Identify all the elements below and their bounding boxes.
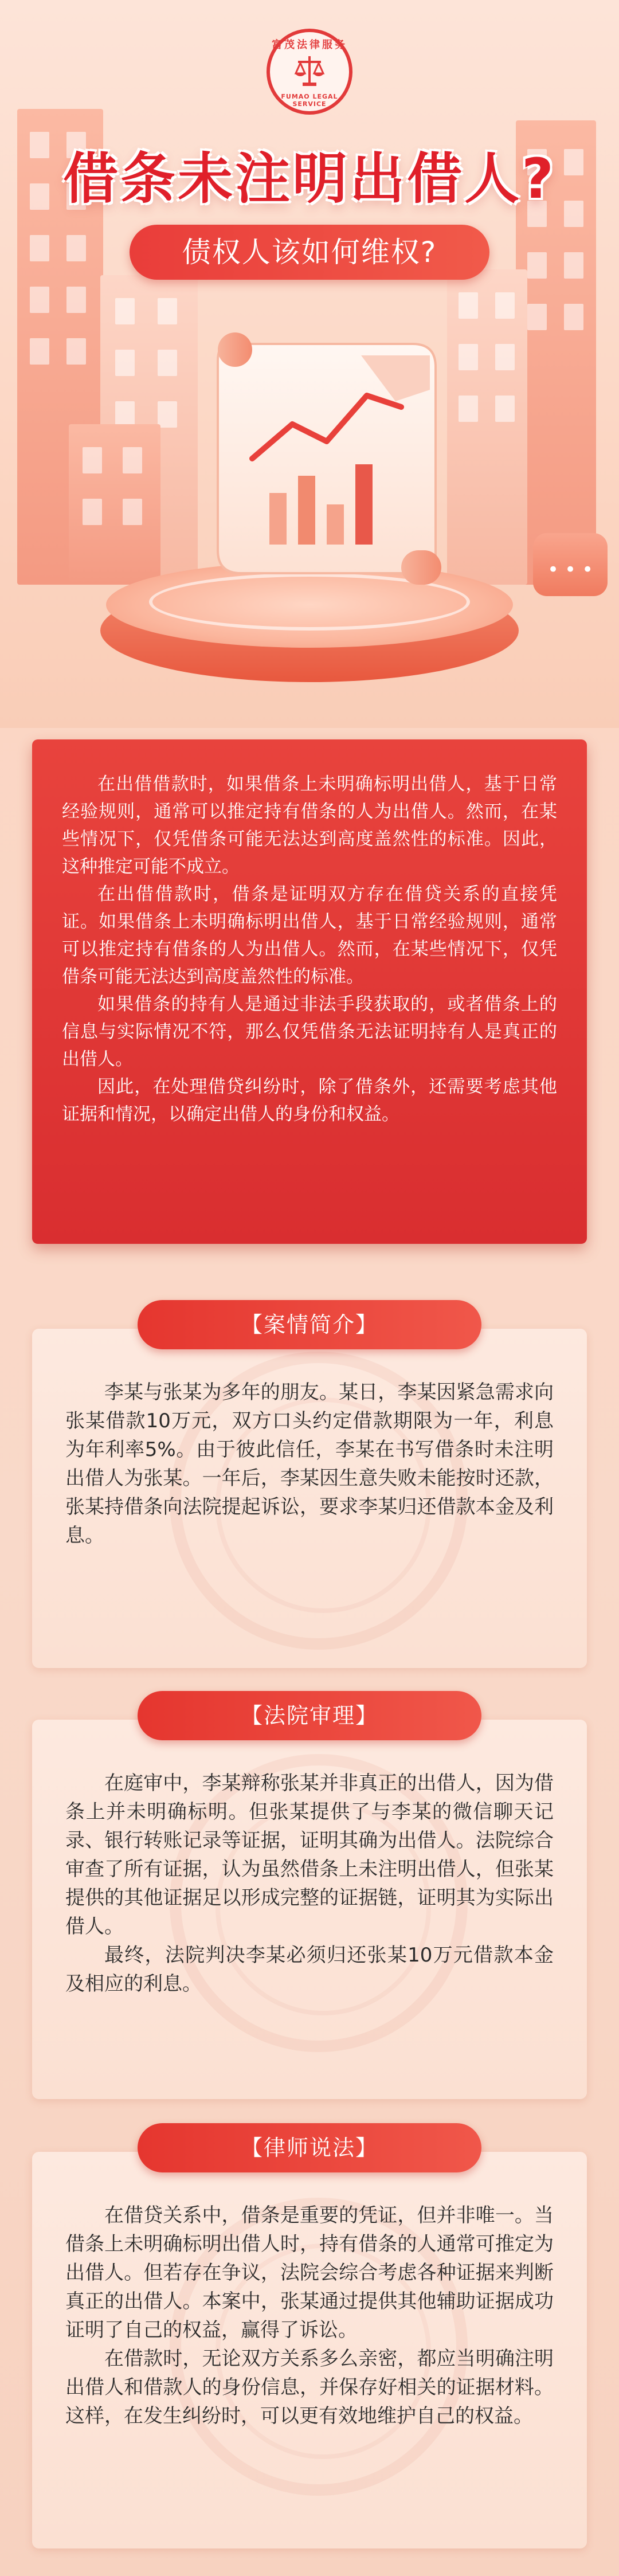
intro-card	[32, 739, 587, 1244]
case-section	[32, 1329, 587, 1668]
building-illustration	[447, 269, 527, 585]
trial-paragraph: 在庭审中，李某辩称张某并非真正的出借人，因为借条上并未明确标明。但张某提供了与李某的微信聊天记录、银行转账记录等证据，证明其确为出借人。法院综合审查了所有证据，认为虽然借条上未注明出借人，但张某提供的其他证据足以形成完整的证据链，证明其为实际出借人。	[65, 1772, 554, 1938]
case-paragraph: 李某与张某为多年的朋友。某日，李某因紧急需求向张某借款10万元，双方口头约定借款期限为一年，利息为年利率5%。由于彼此信任，李某在书写借条时未注明出借人为张某。一年后，李某因生意失败未能按时还款，张某持借条向法院提起诉讼，要求李某归还借款本金及利息。	[65, 1381, 554, 1547]
case-section-title: 【案情简介】	[240, 1312, 378, 1337]
intro-paragraph: 在出借借款时，如果借条上未明确标明出借人，基于日常经验规则，通常可以推定持有借条的人为出借人。然而，在某些情况下，仅凭借条可能无法达到高度盖然性的标准。因此，这种推定可能不成立。	[62, 774, 557, 877]
trial-paragraph: 最终，法院判决李某必须归还张某10万元借款本金及相应的利息。	[65, 1944, 554, 1995]
intro-paragraph: 因此，在处理借贷纠纷时，除了借条外，还需要考虑其他证据和情况，以确定出借人的身份和权益。	[62, 1076, 557, 1125]
lawyer-section-title: 【律师说法】	[240, 2135, 378, 2160]
intro-paragraph: 在出借借款时，借条是证明双方存在借贷关系的直接凭证。如果借条上未明确标明出借人，基于日常经验规则，通常可以推定持有借条的人为出借人。然而，在某些情况下，仅凭借条可能无法达到高度盖然性的标准。	[62, 884, 557, 987]
lawyer-section-header	[138, 2123, 481, 2172]
document-scroll-icon	[206, 321, 447, 596]
chat-bubble-icon: •••	[533, 533, 608, 596]
intro-paragraph: 如果借条的持有人是通过非法手段获取的，或者借条上的信息与实际情况不符，那么仅凭借条无法证明持有人是真正的出借人。	[62, 994, 557, 1070]
subtitle-pill	[130, 225, 489, 280]
brand-logo	[267, 29, 352, 115]
page-subtitle: 债权人该如何维权?	[182, 236, 437, 269]
case-body	[65, 1378, 554, 1550]
lawyer-paragraph: 在借贷关系中，借条是重要的凭证，但并非唯一。当借条上未明确标明出借人时，持有借条的人通常可推定为出借人。但若存在争议，法院会综合考虑各种证据来判断真正的出借人。本案中，张某通过提供其他辅助证据成功证明了自己的权益，赢得了诉讼。	[65, 2204, 554, 2342]
scales-of-justice-icon	[292, 53, 327, 91]
lawyer-paragraph: 在借款时，无论双方关系多么亲密，都应当明确注明出借人和借款人的身份信息，并保存好相关的证据材料。这样，在发生纠纷时，可以更有效地维护自己的权益。	[65, 2347, 554, 2428]
trial-section-header	[138, 1691, 481, 1740]
brand-name-cn: 富茂法律服务	[272, 39, 347, 51]
trial-section	[32, 1720, 587, 2099]
lawyer-body	[65, 2201, 554, 2430]
trial-section-title: 【法院审理】	[240, 1703, 378, 1728]
hero-banner	[0, 0, 619, 728]
brand-name-en: FUMAO LEGAL SERVICE	[281, 93, 338, 108]
building-illustration	[69, 424, 160, 585]
page-title: 借条未注明出借人?	[63, 147, 556, 211]
lawyer-section	[32, 2152, 587, 2548]
case-section-header	[138, 1300, 481, 1349]
trial-body	[65, 1769, 554, 1998]
